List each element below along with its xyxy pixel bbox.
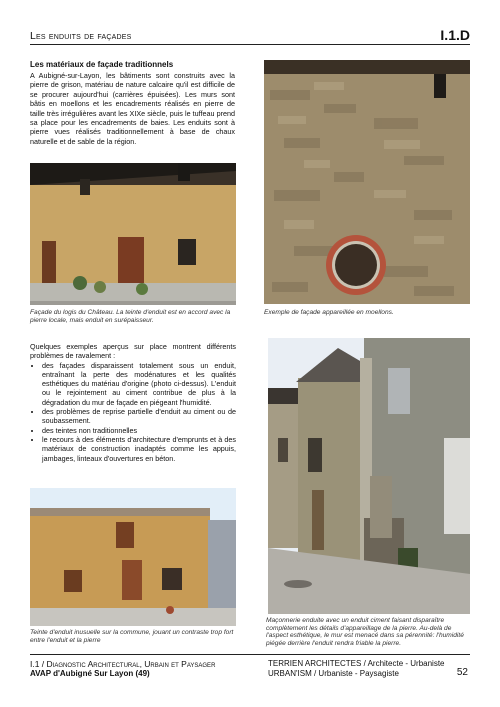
header-divider [30, 44, 470, 45]
footer-urbanism: URBAN'ISM / Urbaniste - Paysagiste [268, 669, 399, 678]
page-header-title: Les enduits de façades [30, 30, 132, 42]
footer-section-label: I.1 / Diagnostic Architectural, Urbain et Paysager [30, 659, 216, 669]
examples-intro: Quelques exemples aperçus sur place montrent différents problèmes de ravalement : [30, 342, 236, 361]
list-item: • des teintes non traditionnelles [42, 426, 236, 435]
photo-cement-street [268, 338, 470, 614]
list-item: • des façades disparaissent totalement sous un enduit, entraînant la perte des modénatures et les qualités esthétiques du matériau d'origine (photo ci-dessus). L'enduit ou le rejointement au ciment contribue de plus à la dégradation du mur de façade en piégeant l'humidité. [42, 361, 236, 407]
section-title: Les matériaux de façade traditionnels [30, 60, 174, 69]
list-item: • des problèmes de reprise partielle d'enduit au ciment ou de soubassement. [42, 407, 236, 426]
caption-chateau-facade: Façade du logis du Château. La teinte d'enduit est en accord avec la pierre locale, mais enduit en surépaisseur. [30, 309, 231, 324]
photo-chateau-facade [30, 163, 236, 305]
caption-moellons-facade: Exemple de façade appareillée en moellons. [264, 309, 394, 316]
photo-moellons-facade [264, 60, 470, 304]
section-intro: A Aubigné-sur-Layon, les bâtiments sont construits avec la pierre de grison, matériau de nature calcaire qu'il est difficile de se procurer aujourd'hui (carrières épuisées). Les murs sont bâtis en moellons et les encadrements réalisés en pierre de taille très irrégulières avant les XIXe siècle, puis le tuffeau prend sa place pour les encadrements de baies. Les enduits sont à pierre vues réalisés traditionnellement à base de chaux naturelle et de sable de la région. [30, 71, 235, 146]
footer-architects: TERRIEN ARCHITECTES / Architecte - Urbaniste [268, 659, 445, 668]
page-section-code: I.1.D [440, 27, 470, 43]
list-item: • le recours à des éléments d'architecture d'emprunts et à des matériaux de construction inadaptés comme les appuis, jambages, linteaux d'ouvertures en béton. [42, 435, 236, 463]
examples-list [30, 361, 236, 463]
examples-block [30, 342, 236, 463]
page-number: 52 [456, 667, 468, 678]
footer-project-label: AVAP d'Aubigné Sur Layon (49) [30, 669, 150, 678]
caption-cement-street: Maçonnerie enduite avec un enduit ciment faisant disparaître complètement les détails d'appareillage de la pierre. Au-delà de l'aspect esthétique, le mur est menacé dans sa pérennité: l'humidité piégée derrière l'enduit rendra friable la pierre. [266, 617, 464, 647]
photo-unusual-tint [30, 488, 236, 626]
caption-unusual-tint: Teinte d'enduit inusuelle sur la commune, jouant un contraste trop fort entre l'enduit et la pierre [30, 629, 234, 644]
footer-divider [30, 654, 470, 655]
